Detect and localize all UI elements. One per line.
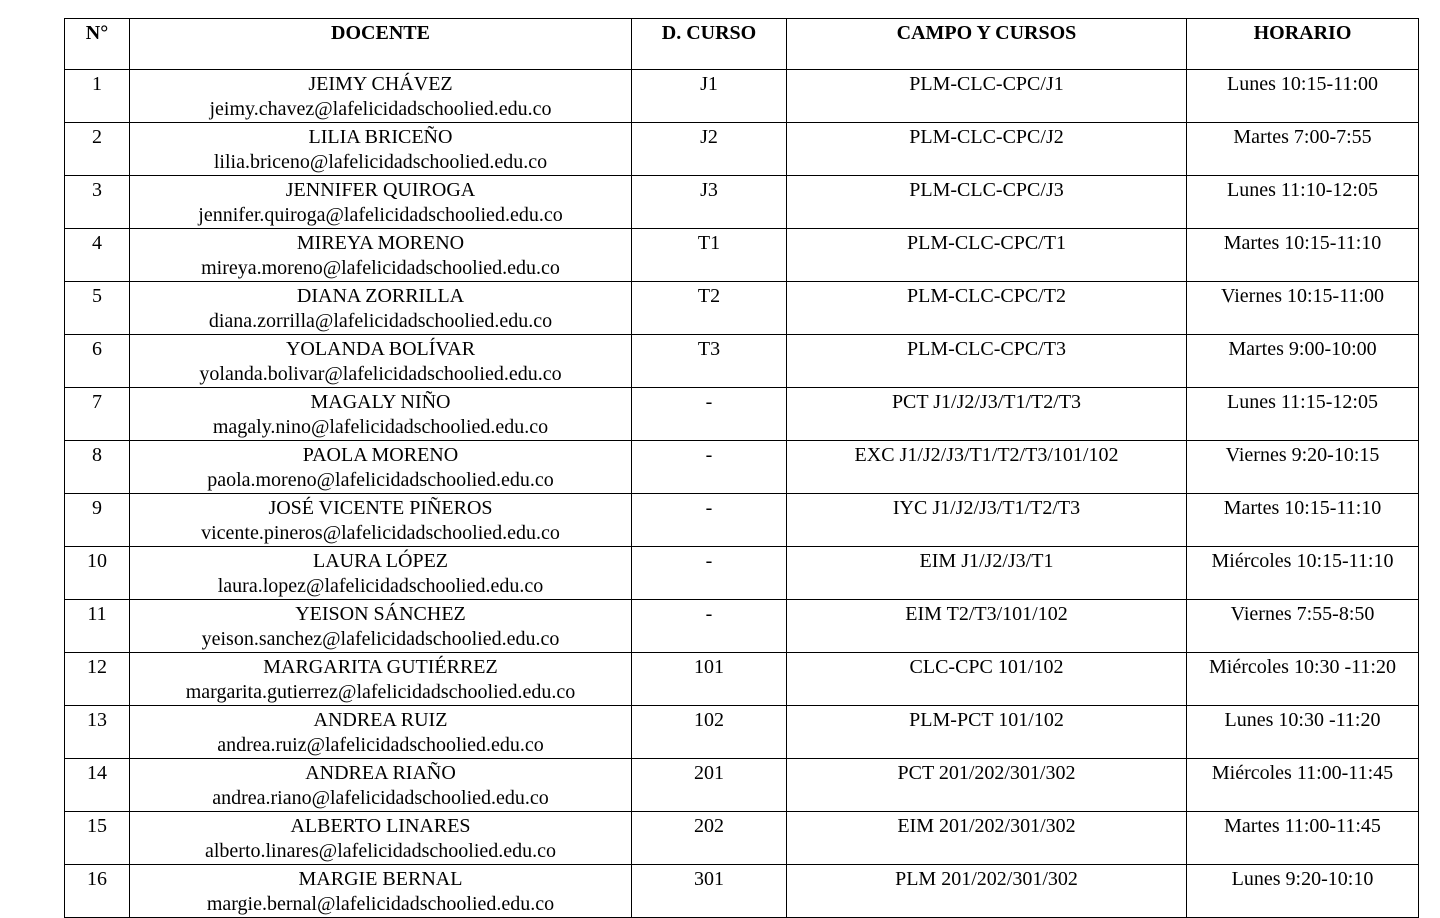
table-row [65, 441, 1419, 494]
docente-cell [130, 441, 632, 494]
curso-cell: 202 [632, 812, 787, 865]
docente-email: yolanda.bolivar@lafelicidadschoolied.edu.co [199, 363, 562, 385]
table-row [65, 547, 1419, 600]
docente-name: ANDREA RUIZ [313, 709, 448, 731]
docente-name: MAGALY NIÑO [310, 391, 451, 413]
row-number: 12 [65, 653, 130, 706]
horario-cell: Miércoles 11:00-11:45 [1187, 759, 1419, 812]
docente-email: diana.zorrilla@lafelicidadschoolied.edu.co [208, 310, 553, 332]
campo-cursos-cell: EIM 201/202/301/302 [787, 812, 1187, 865]
docente-cell [130, 335, 632, 388]
docente-name: MIREYA MORENO [296, 232, 465, 254]
campo-cursos-cell: EIM J1/J2/J3/T1 [787, 547, 1187, 600]
curso-cell: J2 [632, 123, 787, 176]
table-header [65, 19, 1419, 70]
docente-email: margarita.gutierrez@lafelicidadschoolied.edu.co [185, 681, 576, 703]
row-number: 9 [65, 494, 130, 547]
docente-cell [130, 494, 632, 547]
table-row [65, 653, 1419, 706]
horario-cell: Lunes 10:15-11:00 [1187, 70, 1419, 123]
campo-cursos-cell: EXC J1/J2/J3/T1/T2/T3/101/102 [787, 441, 1187, 494]
table-row [65, 494, 1419, 547]
row-number: 8 [65, 441, 130, 494]
docente-cell [130, 70, 632, 123]
docente-cell [130, 600, 632, 653]
docente-cell [130, 759, 632, 812]
curso-cell: 301 [632, 865, 787, 918]
horario-cell: Miércoles 10:30 -11:20 [1187, 653, 1419, 706]
teacher-schedule-table [64, 18, 1419, 918]
docente-name: JOSÉ VICENTE PIÑEROS [268, 497, 493, 519]
docente-name: LILIA BRICEÑO [308, 126, 453, 148]
table-row [65, 123, 1419, 176]
row-number: 15 [65, 812, 130, 865]
table-row [65, 706, 1419, 759]
table-row [65, 229, 1419, 282]
docente-email: jennifer.quiroga@lafelicidadschoolied.edu.co [198, 204, 563, 226]
horario-cell: Martes 10:15-11:10 [1187, 229, 1419, 282]
docente-cell [130, 388, 632, 441]
docente-cell [130, 229, 632, 282]
row-number: 10 [65, 547, 130, 600]
row-number: 5 [65, 282, 130, 335]
campo-cursos-cell: PLM-CLC-CPC/T3 [787, 335, 1187, 388]
curso-cell: - [632, 600, 787, 653]
horario-cell: Viernes 9:20-10:15 [1187, 441, 1419, 494]
campo-cursos-cell: PLM-CLC-CPC/T2 [787, 282, 1187, 335]
horario-cell: Martes 11:00-11:45 [1187, 812, 1419, 865]
campo-cursos-cell: PLM-CLC-CPC/J3 [787, 176, 1187, 229]
campo-cursos-cell: CLC-CPC 101/102 [787, 653, 1187, 706]
docente-email: paola.moreno@lafelicidadschoolied.edu.co [207, 469, 554, 491]
campo-cursos-cell: PLM-CLC-CPC/J1 [787, 70, 1187, 123]
docente-email: mireya.moreno@lafelicidadschoolied.edu.co [201, 257, 560, 279]
header-row [65, 19, 1419, 70]
docente-name: JENNIFER QUIROGA [285, 179, 476, 201]
curso-cell: - [632, 547, 787, 600]
horario-cell: Lunes 11:15-12:05 [1187, 388, 1419, 441]
curso-cell: J1 [632, 70, 787, 123]
table-row [65, 865, 1419, 918]
docente-cell [130, 282, 632, 335]
docente-email: yeison.sanchez@lafelicidadschoolied.edu.co [201, 628, 560, 650]
docente-name: DIANA ZORRILLA [296, 285, 465, 307]
docente-cell [130, 706, 632, 759]
docente-email: margie.bernal@lafelicidadschoolied.edu.co [206, 893, 555, 915]
campo-cursos-cell: PCT 201/202/301/302 [787, 759, 1187, 812]
campo-cursos-cell: PLM-CLC-CPC/T1 [787, 229, 1187, 282]
row-number: 16 [65, 865, 130, 918]
horario-cell: Martes 7:00-7:55 [1187, 123, 1419, 176]
table-row [65, 388, 1419, 441]
docente-cell [130, 653, 632, 706]
docente-name: MARGARITA GUTIÉRREZ [263, 656, 498, 678]
row-number: 3 [65, 176, 130, 229]
curso-cell: 201 [632, 759, 787, 812]
header-horario: HORARIO [1187, 19, 1419, 70]
row-number: 4 [65, 229, 130, 282]
docente-name: YOLANDA BOLÍVAR [285, 338, 476, 360]
campo-cursos-cell: PLM-PCT 101/102 [787, 706, 1187, 759]
curso-cell: 101 [632, 653, 787, 706]
header-campo-cursos: CAMPO Y CURSOS [787, 19, 1187, 70]
table-row [65, 600, 1419, 653]
curso-cell: T3 [632, 335, 787, 388]
horario-cell: Lunes 10:30 -11:20 [1187, 706, 1419, 759]
horario-cell: Martes 10:15-11:10 [1187, 494, 1419, 547]
table-row [65, 335, 1419, 388]
curso-cell: 102 [632, 706, 787, 759]
table-row [65, 176, 1419, 229]
table-body [65, 70, 1419, 918]
header-curso: D. CURSO [632, 19, 787, 70]
header-number: N° [65, 19, 130, 70]
curso-cell: J3 [632, 176, 787, 229]
horario-cell: Viernes 10:15-11:00 [1187, 282, 1419, 335]
table-row [65, 70, 1419, 123]
docente-email: laura.lopez@lafelicidadschoolied.edu.co [217, 575, 544, 597]
docente-name: MARGIE BERNAL [298, 868, 463, 890]
campo-cursos-cell: PCT J1/J2/J3/T1/T2/T3 [787, 388, 1187, 441]
docente-email: lilia.briceno@lafelicidadschoolied.edu.co [213, 151, 548, 173]
docente-email: alberto.linares@lafelicidadschoolied.edu.co [204, 840, 557, 862]
docente-name: YEISON SÁNCHEZ [295, 603, 466, 625]
campo-cursos-cell: IYC J1/J2/J3/T1/T2/T3 [787, 494, 1187, 547]
docente-name: PAOLA MORENO [302, 444, 459, 466]
docente-cell [130, 123, 632, 176]
docente-email: jeimy.chavez@lafelicidadschoolied.edu.co [209, 98, 552, 120]
horario-cell: Viernes 7:55-8:50 [1187, 600, 1419, 653]
table-row [65, 812, 1419, 865]
docente-name: ANDREA RIAÑO [305, 762, 456, 784]
docente-cell [130, 176, 632, 229]
docente-name: JEIMY CHÁVEZ [308, 73, 453, 95]
row-number: 7 [65, 388, 130, 441]
row-number: 11 [65, 600, 130, 653]
horario-cell: Martes 9:00-10:00 [1187, 335, 1419, 388]
docente-name: ALBERTO LINARES [290, 815, 471, 837]
docente-email: vicente.pineros@lafelicidadschoolied.edu.co [201, 522, 560, 544]
curso-cell: - [632, 494, 787, 547]
campo-cursos-cell: EIM T2/T3/101/102 [787, 600, 1187, 653]
docente-cell [130, 547, 632, 600]
horario-cell: Lunes 9:20-10:10 [1187, 865, 1419, 918]
docente-email: magaly.nino@lafelicidadschoolied.edu.co [212, 416, 549, 438]
row-number: 13 [65, 706, 130, 759]
table-row [65, 282, 1419, 335]
horario-cell: Miércoles 10:15-11:10 [1187, 547, 1419, 600]
docente-cell [130, 812, 632, 865]
row-number: 14 [65, 759, 130, 812]
row-number: 1 [65, 70, 130, 123]
row-number: 2 [65, 123, 130, 176]
horario-cell: Lunes 11:10-12:05 [1187, 176, 1419, 229]
docente-email: andrea.ruiz@lafelicidadschoolied.edu.co [217, 734, 544, 756]
table-row [65, 759, 1419, 812]
curso-cell: T1 [632, 229, 787, 282]
campo-cursos-cell: PLM 201/202/301/302 [787, 865, 1187, 918]
docente-cell [130, 865, 632, 918]
header-docente: DOCENTE [130, 19, 632, 70]
row-number: 6 [65, 335, 130, 388]
docente-name: LAURA LÓPEZ [313, 550, 448, 572]
curso-cell: - [632, 388, 787, 441]
docente-email: andrea.riano@lafelicidadschoolied.edu.co [212, 787, 549, 809]
curso-cell: - [632, 441, 787, 494]
curso-cell: T2 [632, 282, 787, 335]
campo-cursos-cell: PLM-CLC-CPC/J2 [787, 123, 1187, 176]
